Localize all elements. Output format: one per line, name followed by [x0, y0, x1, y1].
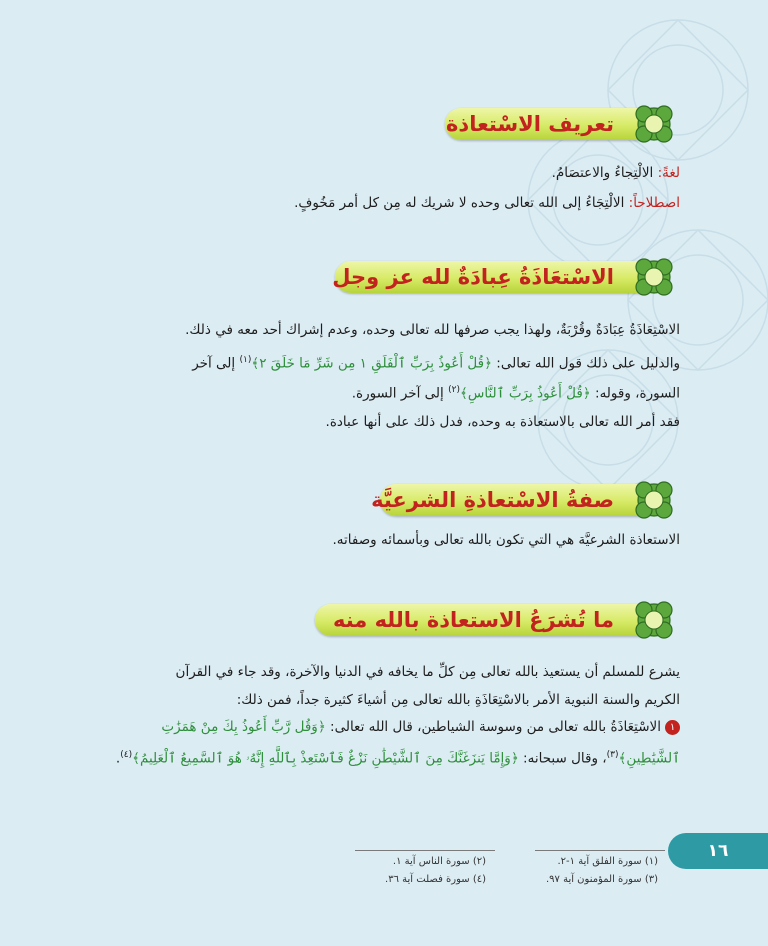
prescribed-line-1: يشرع للمسلم أن يستعيذ بالله تعالى مِن كلِّ ما يخافه في الدنيا والآخرة، وقد جاء في القرآن [175, 664, 680, 680]
term-text: الالْتِجاءُ والاعتصَامُ. [551, 165, 658, 181]
ornament-icon [628, 478, 680, 522]
section-heading-prescribed [330, 598, 680, 638]
footnote-ref: (٣) [606, 750, 619, 760]
footnote-ref: (١) [239, 355, 252, 365]
ornament-icon [628, 102, 680, 146]
footnote-divider [355, 850, 495, 851]
prescribed-line-3 [161, 715, 680, 739]
text: ، وقال سبحانه: [518, 750, 607, 767]
footnote-ref: (٢) [448, 385, 460, 395]
worship-line-1: الاسْتِعَاذَةُ عِبَادَةٌ وقُرْبَةٌ، ولهذا يجب صرفها لله تعالى وحده، وعدم إشراك أحد معه في ذلك. [185, 322, 680, 338]
footnote-3: (٣) سورة المؤمنون آية ٩٧. [545, 874, 658, 885]
prescribed-line-2: الكريم والسنة النبوية الأمر بالاسْتِعَاذَةِ بالله تعالى مِن أشياءَ كثيرة جداً، فمن ذلك: [236, 692, 680, 708]
quran-verse: ﴿قُلْ أَعُوذُ بِرَبِّ ٱلْفَلَقِ ١ مِن شَرِّ مَا خَلَقَ ٢﴾ [251, 355, 492, 372]
term-label: اصطلاحاً: [628, 195, 680, 211]
quran-verse: ٱلشَّيَٰطِينِ﴾ [618, 750, 680, 767]
text: والدليل على ذلك قول الله تعالى: [491, 355, 680, 372]
section-heading-legit [371, 478, 680, 518]
list-number-badge: ١ [665, 720, 680, 735]
footnote-4: (٤) سورة فصلت آية ٣٦. [385, 874, 486, 885]
definition-technical [294, 191, 680, 215]
text: . [115, 750, 121, 767]
quran-verse: ﴿وَقُل رَّبِّ أَعُوذُ بِكَ مِنْ هَمَزَٰتِ [161, 719, 326, 735]
definition-linguistic [552, 161, 680, 185]
text: إلى آخر السورة. [351, 385, 449, 402]
legit-line-1: الاستعاذة الشرعيَّة هي التي تكون بالله تعالى وبأسمائه وصفاته. [332, 532, 680, 548]
term-text: الالْتِجَاءُ إلى الله تعالى وحده لا شريك له مِن كل أمر مَخُوفٍ. [294, 195, 629, 211]
text: الاسْتِعَاذَةُ بالله تعالى من وسوسة الشياطين، قال الله تعالى: [325, 719, 661, 735]
footnote-1: (١) سورة الفلق آية ١-٢. [557, 856, 658, 867]
worship-line-3 [352, 378, 680, 406]
ornament-icon [628, 598, 680, 642]
section-heading-text: صفةُ الاسْتعاذةِ الشرعيَّة [371, 488, 614, 512]
worship-line-2 [192, 348, 680, 376]
footnote-divider [535, 850, 665, 851]
section-heading-text: تعريف الاسْتعاذة [446, 112, 614, 136]
worship-line-4: فقد أمر الله تعالى بالاستعاذة به وحده، فدل ذلك على أنها عبادة. [325, 414, 680, 430]
section-heading-text: ما تُشرَعُ الاستعاذة بالله منه [332, 608, 614, 632]
prescribed-line-4 [116, 743, 680, 771]
footnote-ref: (٤) [120, 750, 133, 760]
text: إلى آخر [192, 355, 240, 372]
section-heading-definition [446, 102, 680, 142]
term-label: لغةً: [657, 165, 680, 181]
quran-verse: ﴿قُلْ أَعُوذُ بِرَبِّ ٱلنَّاسِ﴾ [459, 385, 591, 402]
section-heading-text: الاسْتعَاذَةُ عِبادَةٌ لله عز وجل [332, 265, 614, 289]
section-heading-worship [332, 255, 680, 295]
text: السورة، وقوله: [590, 385, 680, 402]
quran-verse: ﴿وَإِمَّا يَنزَغَنَّكَ مِنَ ٱلشَّيْطَٰنِ نَزْغٌ فَٱسْتَعِذْ بِٱللَّهِ إِنَّهُۥ هُوَ ٱلسَّمِيعُ ٱلْعَلِيمُ﴾ [132, 750, 519, 767]
footnote-2: (٢) سورة الناس آية ١. [392, 856, 486, 867]
ornament-icon [628, 255, 680, 299]
page-number: ١٦ [668, 833, 768, 869]
